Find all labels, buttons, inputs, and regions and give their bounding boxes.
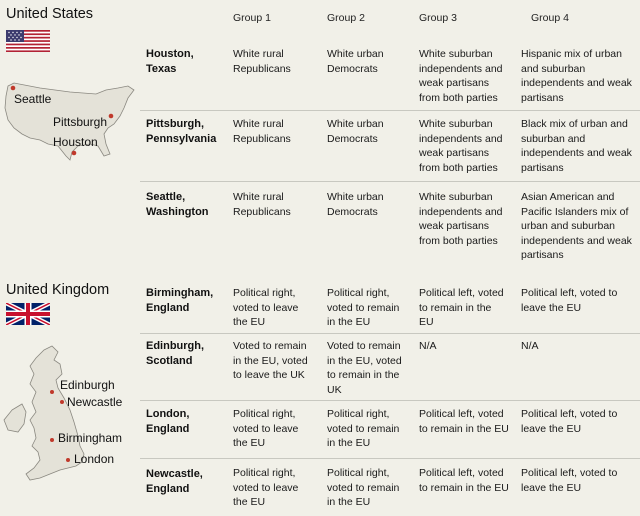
table-cell: Black mix of urban and suburban and independents and weak partisans <box>521 118 632 174</box>
table-cell: Asian American and Pacific Islanders mix of urban and suburban independents and weak partisans <box>521 191 632 261</box>
table-cell: White rural Republicans <box>233 118 291 145</box>
table-cell: N/A <box>521 340 539 352</box>
table-cell: Political left, voted to leave the EU <box>521 467 618 494</box>
map-label-seattle: Seattle <box>14 92 52 106</box>
map-label-birmingham: Birmingham <box>58 431 123 445</box>
table-cell: Political left, voted to remain in the EU <box>419 287 504 328</box>
map-label-pittsburgh: Pittsburgh <box>53 115 108 129</box>
row-divider <box>140 400 640 401</box>
table-cell: White suburban independents and weak partisans from both parties <box>419 48 503 104</box>
table-cell: White rural Republicans <box>233 191 291 218</box>
table-cell: White suburban independents and weak partisans from both parties <box>419 118 503 174</box>
table-cell: Voted to remain in the EU, voted to remain in the UK <box>327 340 402 396</box>
map-label-edinburgh: Edinburgh <box>60 378 115 392</box>
table-cell: White urban Democrats <box>327 191 384 218</box>
newcastle-marker <box>60 400 64 404</box>
birmingham-marker <box>50 438 54 442</box>
table-cell: Political left, voted to leave the EU <box>521 287 618 314</box>
city-name: Edinburgh, Scotland <box>146 340 205 367</box>
column-header-group-1: Group 1 <box>233 12 271 24</box>
table-cell: Political right, voted to leave the EU <box>233 287 299 328</box>
table-cell: Political left, voted to remain in the EU <box>419 408 509 435</box>
table-cell: N/A <box>419 340 437 352</box>
table-cell: Political right, voted to remain in the EU <box>327 287 400 328</box>
london-marker <box>66 458 70 462</box>
city-name: Pittsburgh, Pennsylvania <box>146 118 217 145</box>
city-name: Seattle, Washington <box>146 191 209 218</box>
table-cell: Political right, voted to leave the EU <box>233 467 299 508</box>
uk-map <box>0 342 140 516</box>
table-cell: Voted to remain in the EU, voted to leave the UK <box>233 340 308 381</box>
table-cell: Hispanic mix of urban and suburban independents and weak partisans <box>521 48 632 104</box>
city-name: London, England <box>146 408 190 435</box>
table-cell: Political left, voted to leave the EU <box>521 408 618 435</box>
seattle-marker <box>11 86 16 91</box>
city-name: Houston, Texas <box>146 48 194 75</box>
uk-flag-icon <box>6 303 50 325</box>
city-name: Newcastle, England <box>146 468 203 495</box>
column-header-group-2: Group 2 <box>327 12 365 24</box>
column-header-group-4: Group 4 <box>531 12 569 24</box>
section-gap <box>140 262 640 263</box>
table-cell: White urban Democrats <box>327 48 384 75</box>
us-map <box>0 80 140 170</box>
pittsburgh-marker <box>109 114 114 119</box>
edinburgh-marker <box>50 390 54 394</box>
us-title: United States <box>6 6 94 22</box>
table-cell: Political right, voted to leave the EU <box>233 408 299 449</box>
ireland-outline <box>4 404 26 432</box>
map-label-newcastle: Newcastle <box>67 395 123 409</box>
table-cell: White suburban independents and weak partisans from both parties <box>419 191 503 247</box>
map-label-london: London <box>74 452 115 466</box>
row-divider <box>140 333 640 334</box>
houston-marker <box>72 151 77 156</box>
uk-title: United Kingdom <box>6 282 110 298</box>
row-divider <box>140 181 640 182</box>
us-flag-icon <box>6 30 50 52</box>
table-cell: White rural Republicans <box>233 48 291 75</box>
table-cell: Political right, voted to remain in the EU <box>327 467 400 508</box>
table-cell: Political left, voted to remain in the EU <box>419 467 509 494</box>
row-divider <box>140 458 640 459</box>
row-divider <box>140 110 640 111</box>
table-cell: White urban Democrats <box>327 118 384 145</box>
map-label-houston: Houston <box>53 135 98 149</box>
city-name: Birmingham, England <box>146 287 214 314</box>
table-cell: Political right, voted to remain in the EU <box>327 408 400 449</box>
column-header-group-3: Group 3 <box>419 12 457 24</box>
